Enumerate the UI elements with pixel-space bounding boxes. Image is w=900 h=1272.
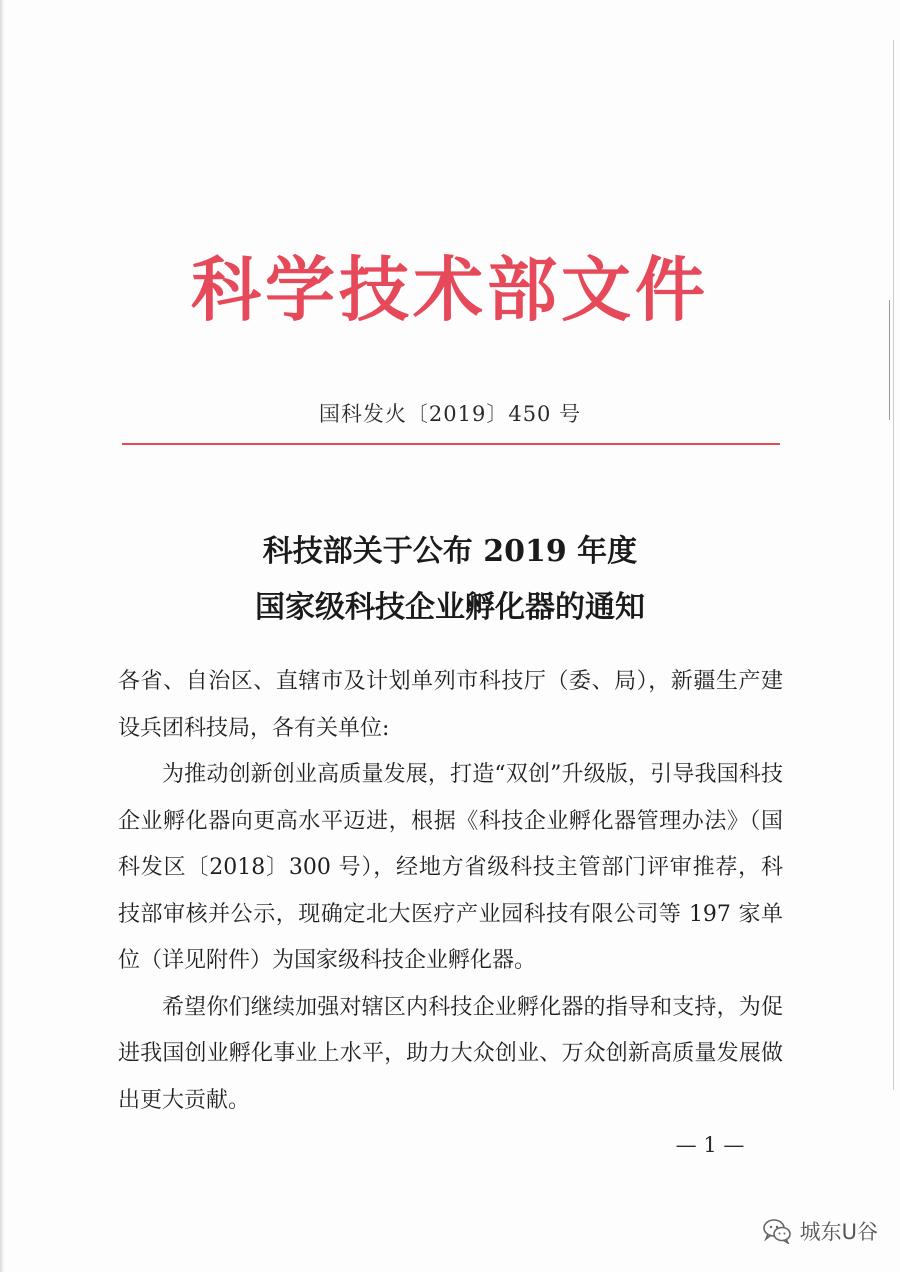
masthead: 科学技术部文件 <box>191 249 709 331</box>
document-body <box>118 659 783 1124</box>
watermark <box>762 1216 878 1246</box>
watermark-text: 城东U谷 <box>799 1220 878 1244</box>
page-number: — 1 — <box>675 1133 745 1157</box>
document-number: 国科发火〔2019〕450 号 <box>318 402 582 426</box>
scan-edge <box>0 0 4 1272</box>
title-line-1: 科技部关于公布 2019 年度 <box>262 534 638 569</box>
body-paragraph-2: 希望你们继续加强对辖区内科技企业孵化器的指导和支持，为促进我国创业孵化事业上水平，助力大众创业、万众创新高质量发展做出更大贡献。 <box>118 994 783 1113</box>
body-paragraph-1: 为推动创新创业高质量发展，打造“双创”升级版，引导我国科技企业孵化器向更高水平迈进，根据《科技企业孵化器管理办法》（国科发区〔2018〕300 号），经地方省级科技主管部门评审推荐，科技部审核并公示，现确定北大医疗产业园科技有限公司等 197 家单位（详见附件）为国家级科技企业孵化器。 <box>118 762 783 973</box>
wechat-icon <box>762 1218 792 1244</box>
addressee: 各省、自治区、直辖市及计划单列市科技厅（委、局），新疆生产建设兵团科技局，各有关单位: <box>118 669 783 741</box>
document-title <box>0 524 900 636</box>
title-line-2: 国家级科技企业孵化器的通知 <box>255 590 645 625</box>
red-divider <box>122 443 780 445</box>
